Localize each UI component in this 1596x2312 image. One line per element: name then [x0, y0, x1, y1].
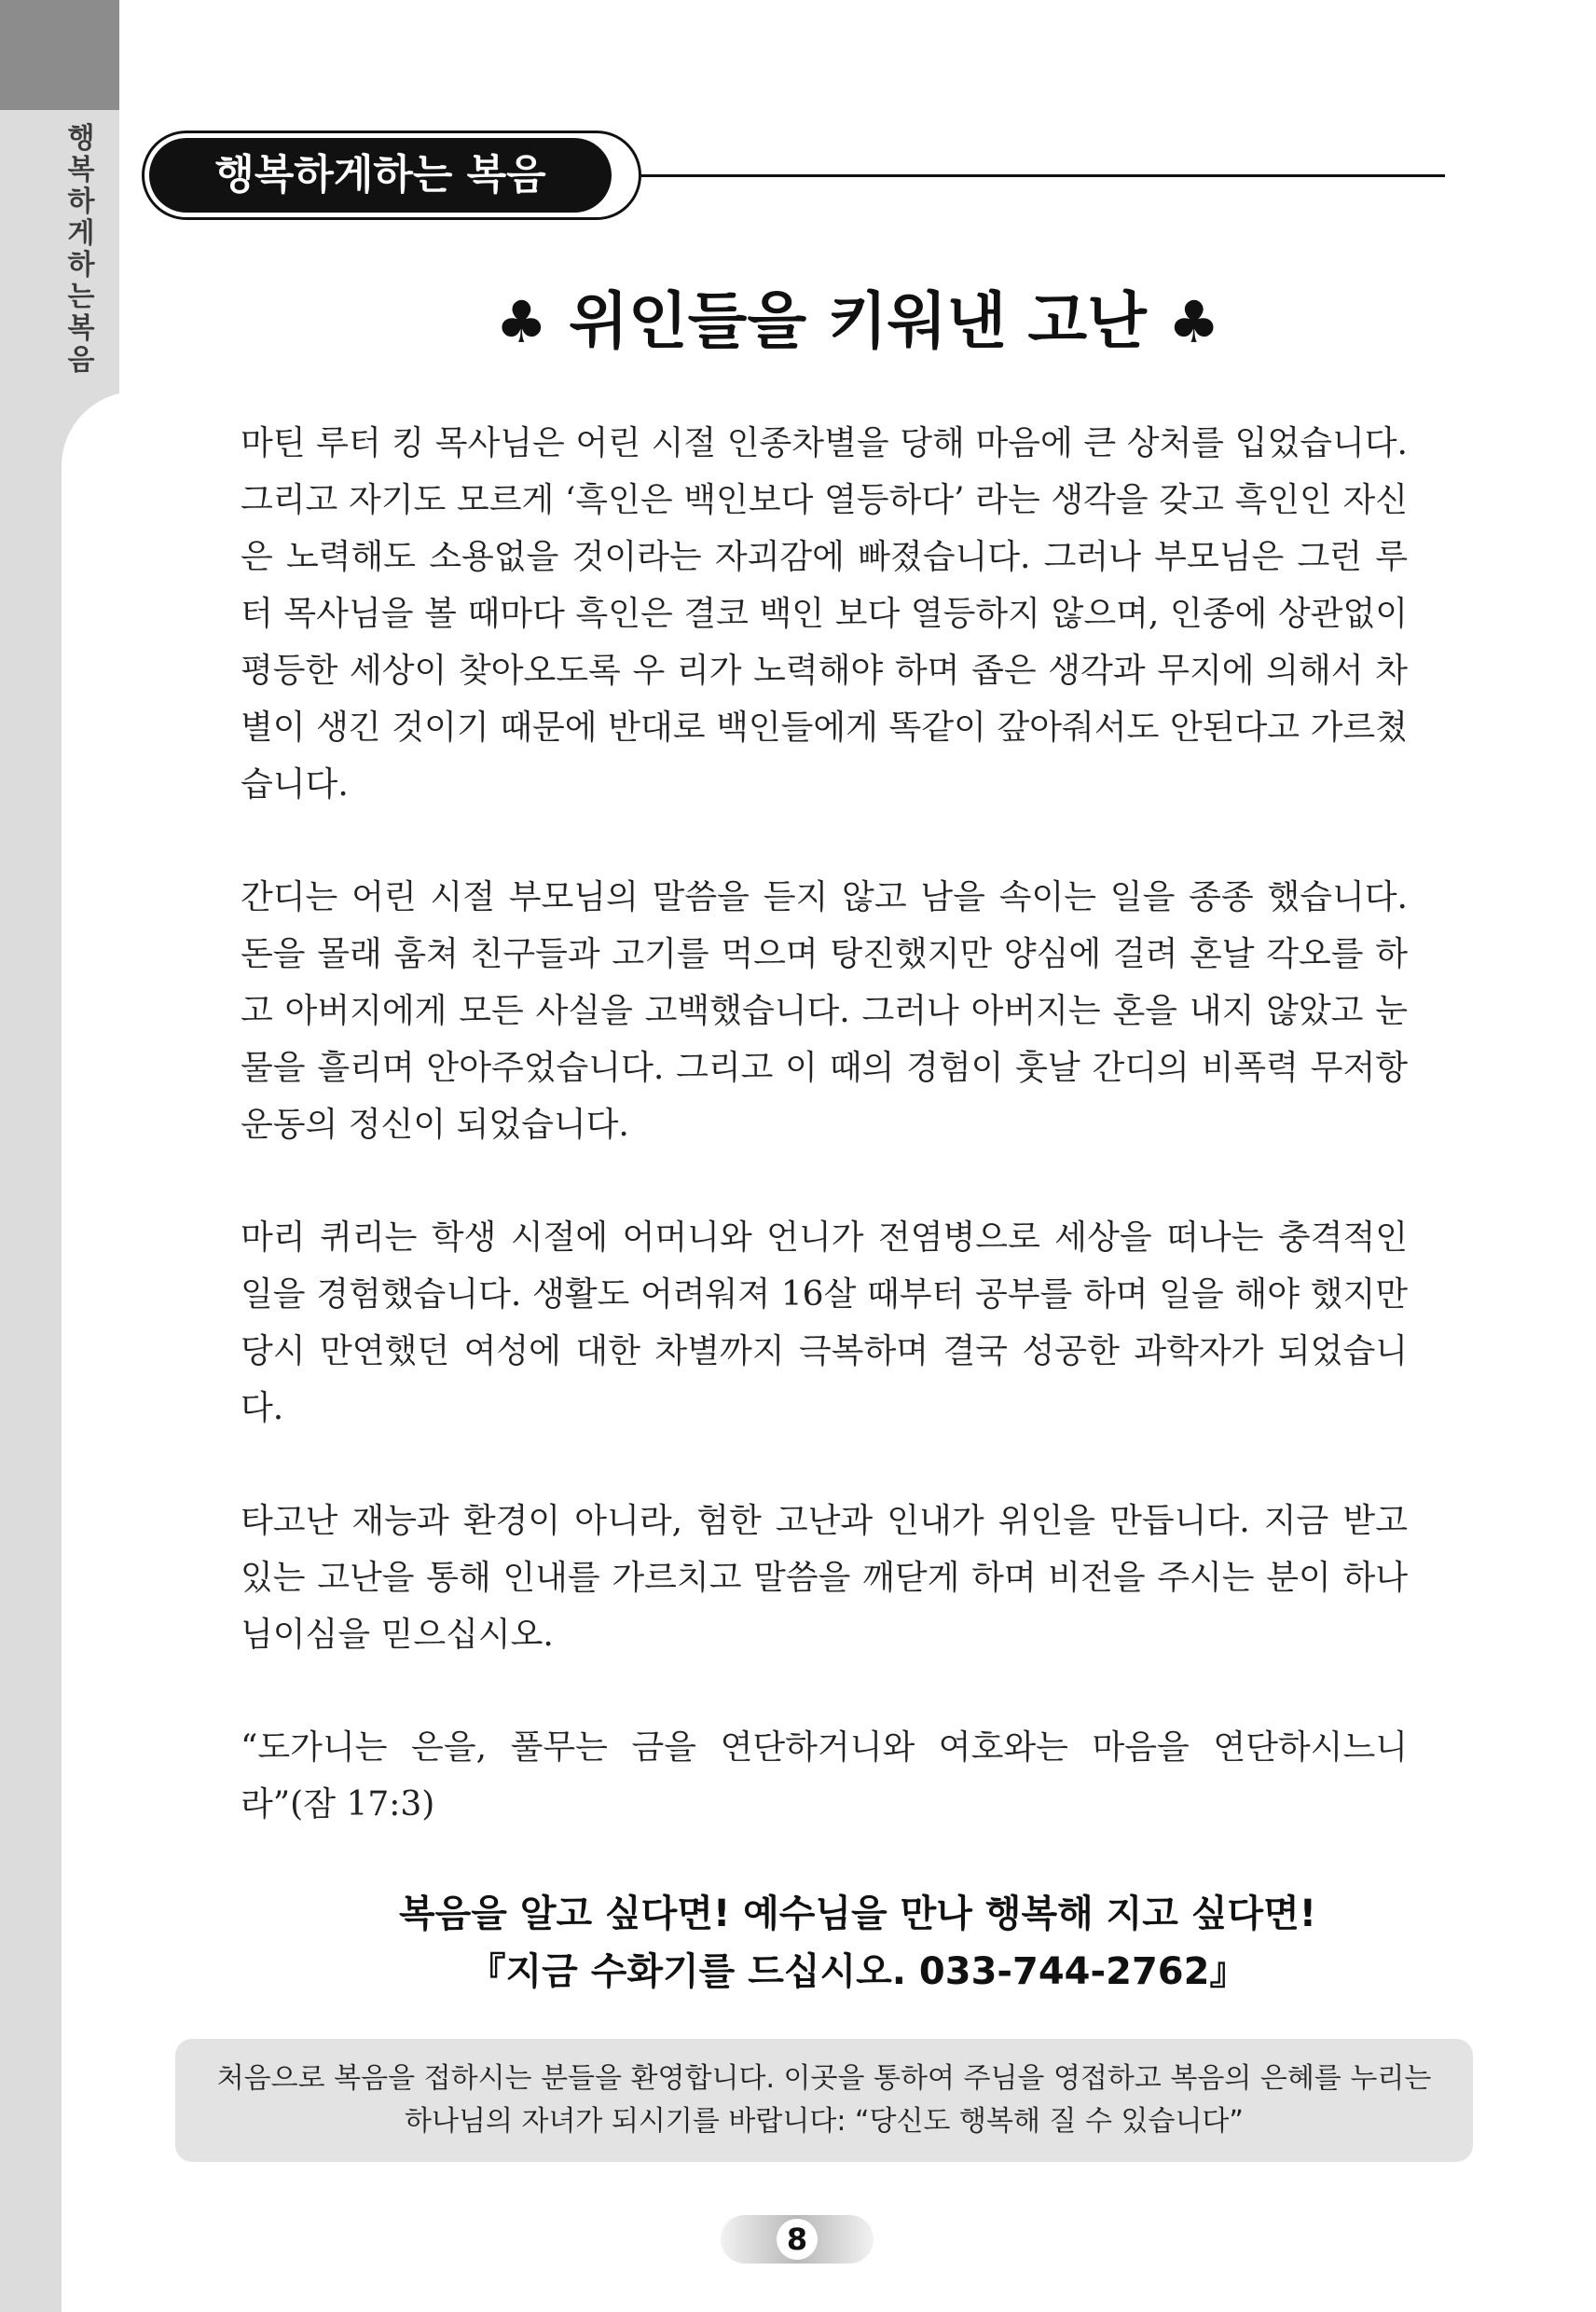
- paragraph: 간디는 어린 시절 부모님의 말씀을 듣지 않고 남을 속이는 일을 종종 했습니다. 돈을 몰래 훔쳐 친구들과 고기를 먹으며 탕진했지만 양심에 걸려 혼날 각오를 하고 아버지에게 모든 사실을 고백했습니다. 그러나 아버지는 혼을 내지 않았고 눈물을 흘리며 안아주었습니다. 그리고 이 때의 경험이 훗날 간디의 비폭력 무저항 운동의 정신이 되었습니다.: [241, 878, 1408, 1144]
- sidebar-curve: [62, 392, 136, 2312]
- club-icon: ♣: [1167, 288, 1220, 356]
- section-tab: 행복하게하는 복음: [149, 138, 612, 213]
- page-title-text: 위인들을 키워낸 고난: [569, 285, 1147, 357]
- page-title: [119, 280, 1596, 365]
- scripture-quote: “도가니는 은을, 풀무는 금을 연단하거니와 여호와는 마음을 연단하시느니라”(잠 17:3): [241, 1728, 1408, 1823]
- cta-phone-line: 『지금 수화기를 드십시오. 033-744-2762』: [468, 1950, 1247, 1993]
- sidebar-top-block: [0, 0, 119, 110]
- welcome-box: [175, 2039, 1473, 2162]
- cta-line: 복음을 알고 싶다면! 예수님을 만나 행복해 지고 싶다면!: [398, 1892, 1317, 1935]
- welcome-line: 하나님의 자녀가 되시기를 바랍니다: “당신도 행복해 질 수 있습니다”: [405, 2105, 1244, 2138]
- welcome-line: 처음으로 복음을 접하시는 분들을 환영합니다. 이곳을 통하여 주님을 영접하고 복음의 은혜를 누리는: [216, 2062, 1432, 2095]
- paragraph: 마틴 루터 킹 목사님은 어린 시절 인종차별을 당해 마음에 큰 상처를 입었습니다. 그리고 자기도 모르게 ‘흑인은 백인보다 열등하다’ 라는 생각을 갖고 흑인인 자신은 노력해도 소용없을 것이라는 자괴감에 빠졌습니다. 그러나 부모님은 그런 루터 목사님을 볼 때마다 흑인은 결코 백인 보다 열등하지 않으며, 인종에 상관없이 평등한 세상이 찾아오도록 우 리가 노력해야 하며 좁은 생각과 무지에 의해서 차별이 생긴 것이기 때문에 반대로 백인들에게 똑같이 갚아줘서도 안된다고 가르쳤습니다.: [241, 424, 1408, 804]
- page-number: 8: [777, 2219, 818, 2260]
- call-to-action: [119, 1885, 1596, 2001]
- article-body: [241, 415, 1408, 1889]
- paragraph: 마리 퀴리는 학생 시절에 어머니와 언니가 전염병으로 세상을 떠나는 충격적인 일을 경험했습니다. 생활도 어려워져 16살 때부터 공부를 하며 일을 해야 했지만 당시 만연했던 여성에 대한 차별까지 극복하며 결국 성공한 과학자가 되었습니다.: [241, 1218, 1408, 1427]
- club-icon: ♣: [495, 288, 548, 356]
- header-rule: [641, 174, 1445, 177]
- page-number-badge: [721, 2215, 874, 2264]
- sidebar-section-label: 행복하게하는 복음: [67, 122, 95, 377]
- paragraph: 타고난 재능과 환경이 아니라, 험한 고난과 인내가 위인을 만듭니다. 지금 받고 있는 고난을 통해 인내를 가르치고 말씀을 깨닫게 하며 비전을 주시는 분이 하나님이심을 믿으십시오.: [241, 1502, 1408, 1654]
